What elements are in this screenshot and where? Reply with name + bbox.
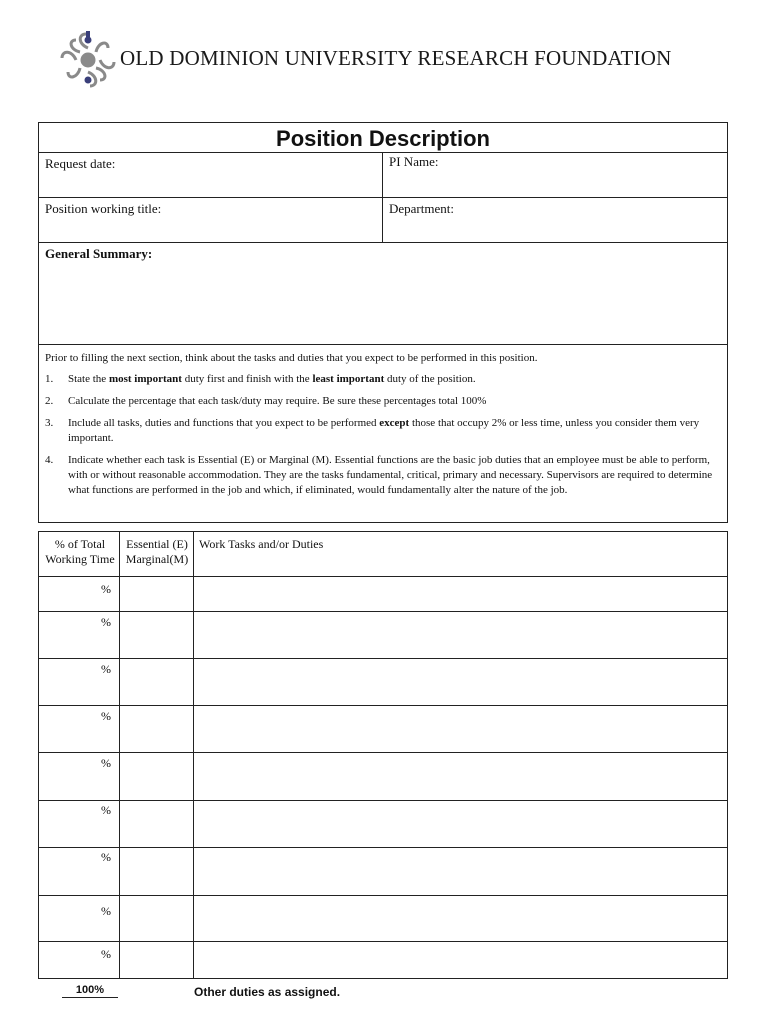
duties-table xyxy=(38,531,728,979)
row-divider xyxy=(39,847,727,848)
request-date-field[interactable]: Request date: xyxy=(45,156,116,171)
percent-cell[interactable]: % xyxy=(101,803,111,817)
page-header xyxy=(56,28,736,92)
other-duties-note: Other duties as assigned. xyxy=(194,985,341,999)
instruction-item: 2. Calculate the percentage that each task/duty may require. Be sure these percentages total 100% xyxy=(45,395,487,407)
row-divider xyxy=(39,658,727,659)
position-description-form xyxy=(38,122,728,523)
general-summary-field[interactable]: General Summary: xyxy=(45,246,153,261)
instruction-item: 3. Include all tasks, duties and functions that you expect to be performed except those that occupy 2% or less time, unless you consider them very important. xyxy=(45,417,700,444)
department-field[interactable]: Department: xyxy=(389,201,454,216)
divider xyxy=(119,532,120,978)
total-percent: 100% xyxy=(62,984,118,998)
pct-column-header: % of Total Working Time xyxy=(45,537,115,566)
percent-cell[interactable]: % xyxy=(101,662,111,676)
row-divider xyxy=(39,752,727,753)
form-title: Position Description xyxy=(276,126,490,151)
instructions-intro: Prior to filling the next section, think about the tasks and duties that you expect to be performed in this position. xyxy=(45,352,538,364)
flourish-emblem-icon xyxy=(56,28,120,92)
instruction-item: 4. Indicate whether each task is Essential (E) or Marginal (M). Essential functions are the basic job duties that an employee must be able to perform, with or without reasonable accommodation. They are the tasks fundamental, critical, primary and necessary. Supervisors are required to determine what functions are performed in the job and which, if eliminated, would fundamentally alter the nature of the job. xyxy=(45,454,713,496)
percent-cell[interactable]: % xyxy=(101,947,111,961)
row-divider xyxy=(39,895,727,896)
organization-name: OLD DOMINION UNIVERSITY RESEARCH FOUNDATION xyxy=(120,46,672,70)
row-divider xyxy=(39,576,727,577)
position-title-field[interactable]: Position working title: xyxy=(45,201,162,216)
row-divider xyxy=(39,611,727,612)
divider xyxy=(39,197,727,198)
divider xyxy=(39,152,727,153)
row-divider xyxy=(39,800,727,801)
instructions xyxy=(45,351,715,505)
row-divider xyxy=(39,705,727,706)
divider xyxy=(193,532,194,978)
percent-cell[interactable]: % xyxy=(101,904,111,918)
percent-cell[interactable]: % xyxy=(101,709,111,723)
percent-cell[interactable]: % xyxy=(101,582,111,596)
instruction-item: 1. State the most important duty first and finish with the least important duty of the position. xyxy=(45,373,476,385)
essential-marginal-column-header: Essential (E) Marginal(M) xyxy=(125,537,189,566)
divider xyxy=(39,344,727,345)
divider xyxy=(39,242,727,243)
percent-cell[interactable]: % xyxy=(101,850,111,864)
percent-cell[interactable]: % xyxy=(101,615,111,629)
percent-cell[interactable]: % xyxy=(101,756,111,770)
pi-name-field[interactable]: PI Name: xyxy=(389,154,439,169)
tasks-column-header: Work Tasks and/or Duties xyxy=(199,537,324,551)
row-divider xyxy=(39,941,727,942)
